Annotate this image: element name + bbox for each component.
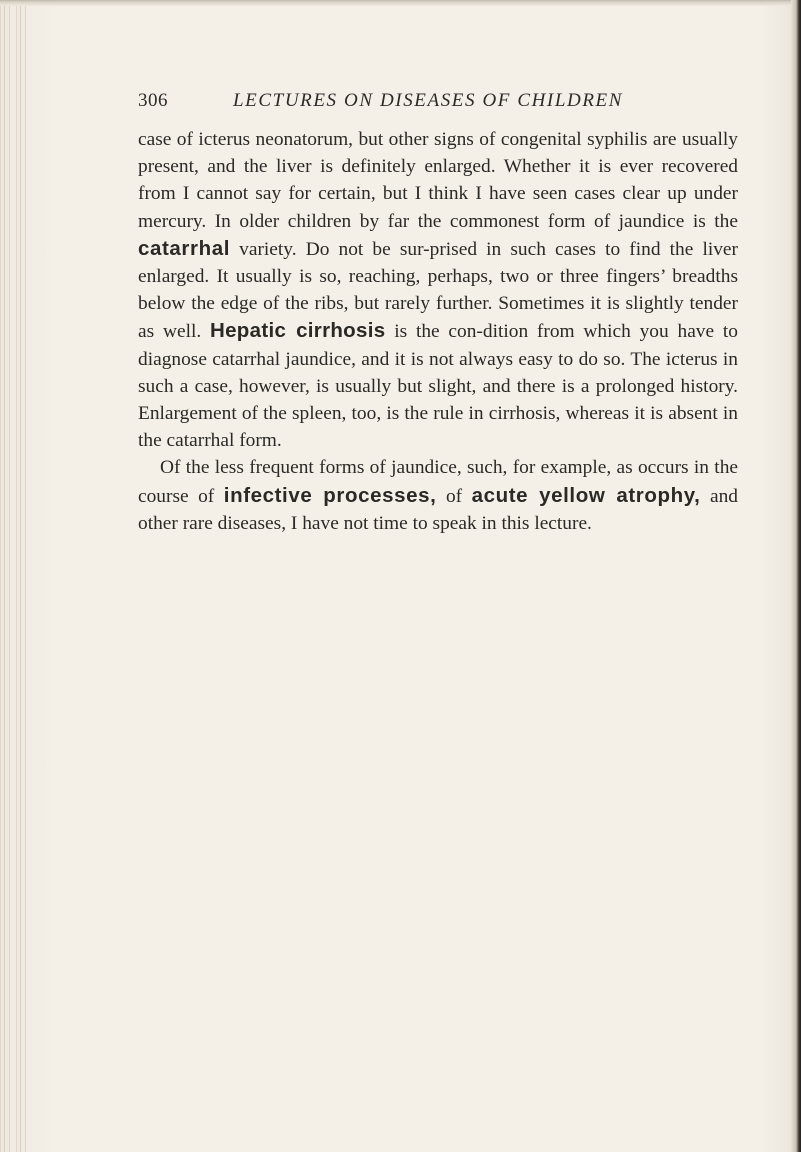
page-number: 306 [138,90,168,111]
paragraph-1-text-b: variety. Do not be sur-prised in such cases to find the liver enlarged. It usually is so, reaching, perhaps, two or three fingers’ breadths below the edge of the ribs, but rarely further. Sometimes it is slightly tender as well. [138,238,738,343]
page-top-edge [0,0,801,6]
paragraph-2-text-b: of [436,485,472,507]
page-gutter [0,0,32,1152]
paragraph-1-text-c: is the con-dition from which you have to diagnose catarrhal jaundice, and it is not always easy to do so. The icterus in such a case, however, is usually but slight, and there is a prolonged history. Enlargement of the spleen, too, is the rule in cirrhosis, whereas it is absent in the catarrhal form. [138,321,738,452]
paragraph-2-text-a: Of the less frequent forms of jaundice, such, for example, as occurs in the course of [138,457,738,507]
running-head [138,90,658,120]
paragraph-2-text-c: and other rare diseases, I have not time to speak in this lecture. [138,485,738,534]
paragraph-2 [138,454,738,537]
term-acute-yellow-atrophy: acute yellow atrophy, [471,483,701,507]
term-hepatic-cirrhosis: Hepatic cirrhosis [210,319,386,343]
term-infective-processes: infective processes, [223,483,437,507]
paragraph-1 [138,126,738,454]
paragraph-1-text-a: case of icterus neonatorum, but other signs of congenital syphilis are usually present, and the liver is definitely enlarged. Whether it is ever recovered from I cannot say for certain, but I think I have seen cases clear up under mercury. In older children by far the commonest form of jaundice is the [138,129,738,232]
body-text [138,126,738,537]
page-right-edge [791,0,801,1152]
running-title: LECTURES ON DISEASES OF CHILDREN [233,90,624,111]
term-catarrhal: catarrhal [138,236,231,260]
